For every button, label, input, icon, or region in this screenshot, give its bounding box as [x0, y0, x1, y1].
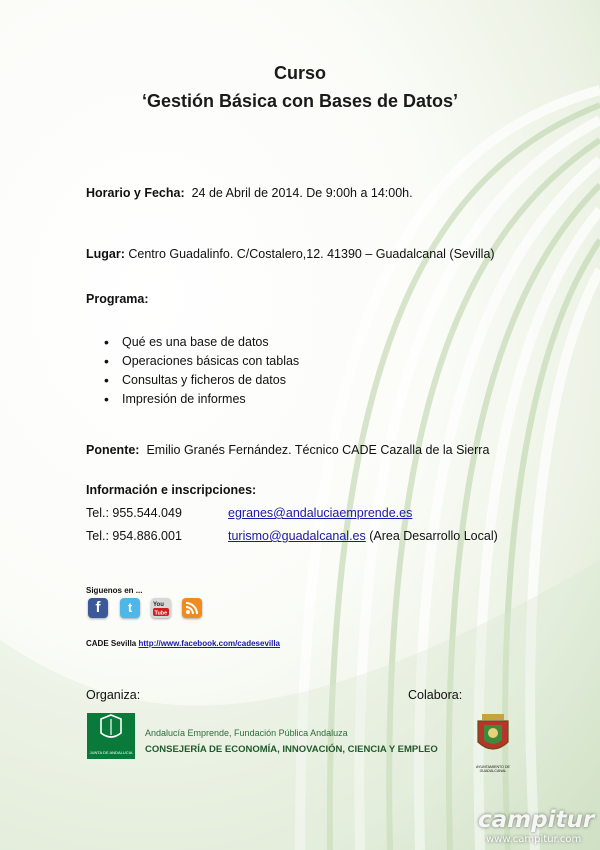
- program-label: Programa:: [86, 292, 149, 306]
- course-title: ‘Gestión Básica con Bases de Datos’: [141, 91, 459, 111]
- junta-andalucia-logo: [87, 713, 135, 759]
- contact-email-row-1: [228, 506, 412, 520]
- email-link-1[interactable]: egranes@andaluciaemprende.es: [228, 506, 413, 520]
- program-list: [86, 335, 299, 411]
- cade-line: [86, 639, 280, 648]
- follow-us-label: Siguenos en ...: [86, 586, 143, 595]
- schedule-value: 24 de Abril de 2014. De 9:00h a 14:00h.: [191, 186, 413, 200]
- schedule-line: [86, 186, 413, 200]
- organizer-line-1: Andalucía Emprende, Fundación Pública Andaluza: [145, 728, 348, 738]
- speaker-label: Ponente:: [86, 443, 140, 457]
- organizer-line-2: CONSEJERÍA DE ECONOMÍA, INNOVACIÓN, CIENCIA Y EMPLEO: [145, 744, 438, 755]
- contact-email-row-2: [228, 529, 498, 543]
- list-item: • Operaciones básicas con tablas: [86, 354, 299, 373]
- list-item: • Impresión de informes: [86, 392, 299, 411]
- colabora-label: Colabora:: [408, 688, 463, 702]
- schedule-label: Horario y Fecha:: [86, 186, 185, 200]
- contact-tel-2: Tel.: 954.886.001: [86, 529, 182, 543]
- svg-text:Tube: Tube: [154, 610, 168, 617]
- info-label: Información e inscripciones:: [86, 483, 257, 497]
- email-link-2[interactable]: turismo@guadalcanal.es: [228, 529, 366, 543]
- contact-note-2: (Area Desarrollo Local): [365, 529, 498, 543]
- youtube-glyph: [151, 598, 171, 618]
- svg-text:You: You: [153, 602, 164, 608]
- place-label: Lugar:: [86, 247, 125, 261]
- junta-text: JUNTA DE ANDALUCIA: [89, 750, 133, 755]
- guadalcanal-crest: [472, 712, 514, 773]
- cade-facebook-link[interactable]: http://www.facebook.com/cadesevilla: [138, 639, 281, 648]
- cade-label: CADE Sevilla: [86, 639, 137, 648]
- facebook-icon[interactable]: f: [88, 598, 108, 618]
- watermark-brand: campitur: [478, 807, 595, 833]
- course-heading: Curso: [273, 63, 326, 83]
- youtube-icon[interactable]: [151, 598, 171, 618]
- twitter-icon[interactable]: t: [120, 598, 140, 618]
- crest-shield-icon: [472, 712, 514, 760]
- crest-text: AYUNTAMIENTO DE GUADALCANAL: [476, 765, 510, 773]
- speaker-value: Emilio Granés Fernández. Técnico CADE Cazalla de la Sierra: [146, 443, 490, 457]
- list-item: • Consultas y ficheros de datos: [86, 373, 299, 392]
- organiza-label: Organiza:: [86, 688, 141, 702]
- junta-emblem: [87, 713, 135, 747]
- place-line: [86, 247, 495, 261]
- speaker-line: [86, 443, 489, 457]
- rss-glyph: [182, 598, 202, 618]
- list-item: • Qué es una base de datos: [86, 335, 299, 354]
- contact-tel-1: Tel.: 955.544.049: [86, 506, 182, 520]
- watermark-url: www.campitur.com: [486, 834, 582, 845]
- rss-icon[interactable]: [182, 598, 202, 618]
- place-value: Centro Guadalinfo. C/Costalero,12. 41390 – Guadalcanal (Sevilla): [128, 247, 495, 261]
